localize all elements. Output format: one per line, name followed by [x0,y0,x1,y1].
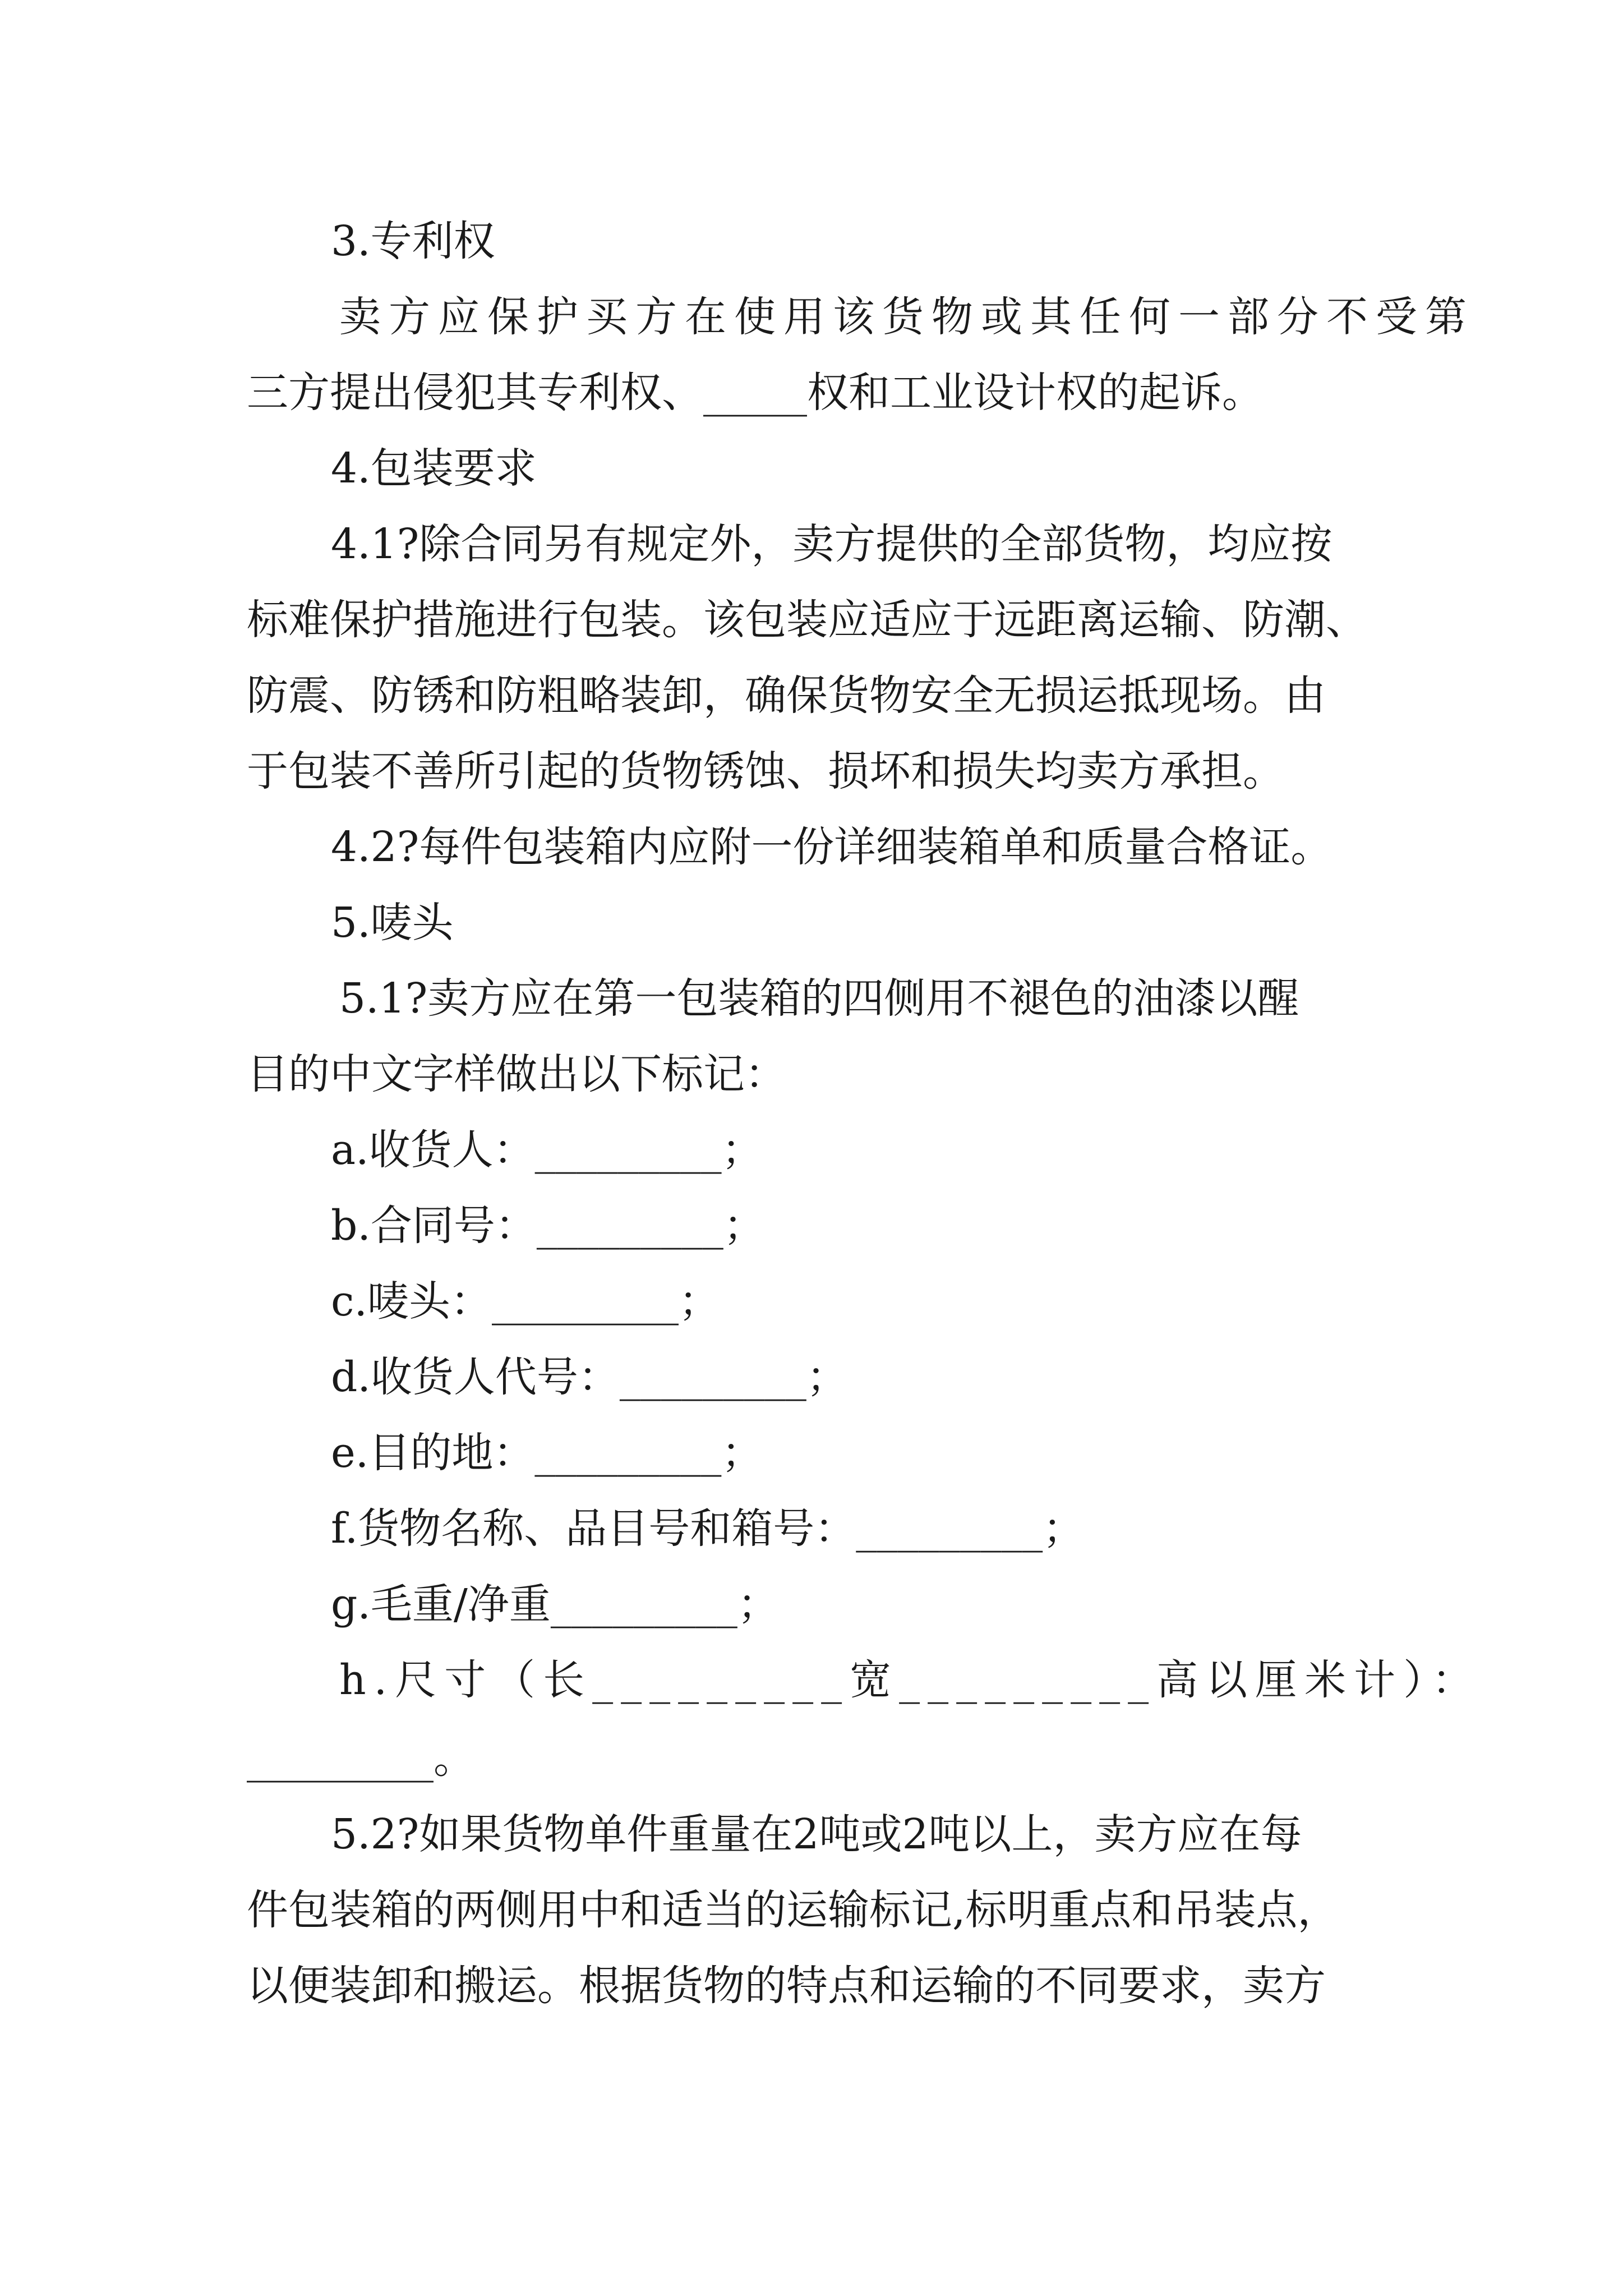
paragraph-line: 5.1?卖方应在第一包装箱的四侧用不褪色的油漆以醒 [339,974,1299,1023]
list-item: a.收货人：_________； [331,1126,763,1174]
paragraph-line: 三方提出侵犯其专利权、_____权和工业设计权的起诉。 [247,369,1264,417]
paragraph-line: 卖方应保护买方在使用该货物或其任何一部分不受第 [339,293,1474,341]
paragraph-line: 件包装箱的两侧用中和适当的运输标记,标明重点和吊装点， [247,1886,1339,1934]
list-item: g.毛重/净重_________； [331,1580,779,1628]
paragraph-line: 4.2?每件包装箱内应附一份详细装箱单和质量合格证。 [331,823,1332,871]
list-item: h.尺寸（长_________宽_________高以厘米计）： [339,1656,1482,1704]
paragraph-line: _________。 [247,1734,475,1783]
paragraph-line: 防震、防锈和防粗略装卸，确保货物安全无损运抵现场。由 [247,671,1326,720]
section-heading-packaging: 4.包装要求 [331,444,537,493]
section-heading-patent: 3.专利权 [331,217,495,265]
paragraph-line: 4.1?除合同另有规定外，卖方提供的全部货物，均应按 [331,520,1332,568]
paragraph-line: 于包装不善所引起的货物锈蚀、损坏和损失均卖方承担。 [247,747,1284,795]
list-item: e.目的地：_________； [331,1429,763,1477]
list-item: b.合同号：_________； [331,1202,765,1250]
list-item: d.收货人代号：_________； [331,1353,848,1401]
section-heading-marks: 5.唛头 [331,899,454,947]
paragraph-line: 目的中文字样做出以下标记： [247,1050,786,1098]
paragraph-line: 标难保护措施进行包装。该包装应适应于远距离运输、防潮、 [247,596,1367,644]
paragraph-line: 以便装卸和搬运。根据货物的特点和运输的不同要求，卖方 [247,1962,1326,2010]
paragraph-line: 5.2?如果货物单件重量在2吨或2吨以上，卖方应在每 [331,1810,1302,1858]
list-item: f.货物名称、品目号和箱号：_________； [331,1504,1085,1553]
list-item: c.唛头：_________； [331,1277,720,1326]
